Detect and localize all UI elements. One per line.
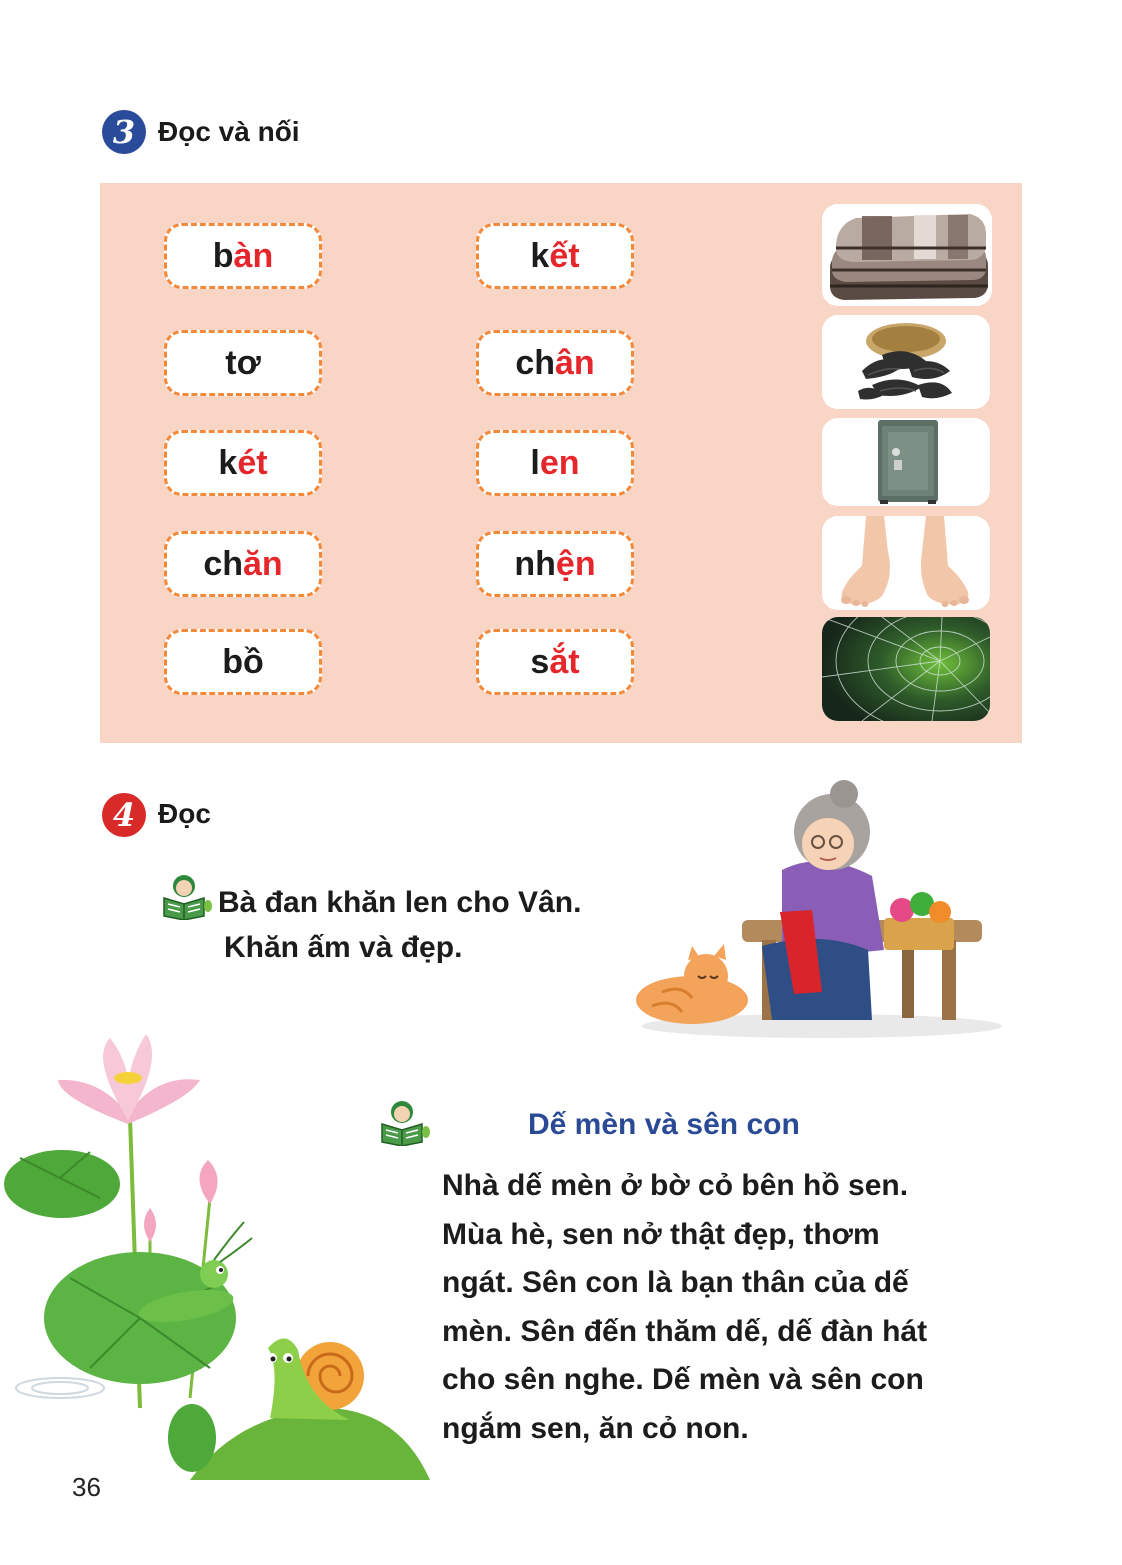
word-card[interactable] (476, 223, 634, 289)
story-title: Dế mèn và sên con (528, 1108, 800, 1141)
story-line: Mùa hè, sen nở thật đẹp, thơm (442, 1217, 880, 1251)
word-card[interactable] (164, 430, 322, 496)
word-rhyme-highlight: ết (549, 237, 580, 275)
word-card[interactable] (164, 531, 322, 597)
word-prefix: s (530, 643, 550, 681)
exercise-4-badge: 4 (102, 793, 146, 837)
word-card[interactable] (164, 629, 322, 695)
story-line: cho sên nghe. Dế mèn và sên con (442, 1363, 924, 1396)
story-text (442, 1162, 992, 1453)
word-rhyme-highlight: en (539, 444, 580, 482)
safe-image (822, 418, 990, 506)
exercise-4-title: Đọc (158, 798, 211, 829)
reading-line-2: Khăn ấm và đẹp. (224, 931, 463, 964)
word-rhyme-highlight: ân (555, 344, 595, 382)
word-card[interactable] (164, 223, 322, 289)
word-rhyme-highlight: àn (233, 237, 274, 275)
word-prefix: bồ (222, 643, 264, 681)
reading-child-icon (160, 872, 212, 925)
word-rhyme-highlight: ét (237, 444, 268, 482)
word-card[interactable] (476, 531, 634, 597)
word-rhyme-highlight: ện (555, 545, 596, 583)
word-rhyme-highlight: ắt (549, 643, 580, 681)
word-prefix: k (218, 444, 238, 482)
page-number: 36 (72, 1472, 101, 1502)
word-card[interactable] (476, 330, 634, 396)
word-card[interactable] (476, 629, 634, 695)
word-prefix: ch (515, 344, 555, 382)
word-card[interactable] (164, 330, 322, 396)
story-line: ngát. Sên con là bạn thân của dế (442, 1266, 909, 1299)
grandma-knitting-illustration (622, 770, 1012, 1045)
reading-child-icon-2 (378, 1098, 430, 1151)
exercise-3-badge: 3 (102, 110, 146, 154)
word-card[interactable] (476, 430, 634, 496)
feet-image (822, 516, 990, 610)
lotus-cricket-snail-illustration (0, 1028, 432, 1485)
spider-web-image (822, 617, 990, 721)
word-prefix: k (530, 237, 550, 275)
word-prefix: b (212, 237, 234, 275)
reading-line-1: Bà đan khăn len cho Vân. (218, 886, 582, 919)
story-line: mèn. Sên đến thăm dế, dế đàn hát (442, 1314, 928, 1348)
word-rhyme-highlight: ăn (243, 545, 283, 583)
blanket-image (822, 204, 992, 306)
word-prefix: ch (203, 545, 243, 583)
word-prefix: tơ (225, 344, 261, 382)
silk-cocoons-image (822, 315, 990, 409)
word-prefix: l (530, 444, 540, 482)
exercise-3-title: Đọc và nối (158, 116, 300, 147)
story-line: ngắm sen, ăn cỏ non. (442, 1411, 749, 1445)
word-prefix: nh (514, 545, 556, 583)
story-line: Nhà dế mèn ở bờ cỏ bên hồ sen. (442, 1169, 909, 1202)
